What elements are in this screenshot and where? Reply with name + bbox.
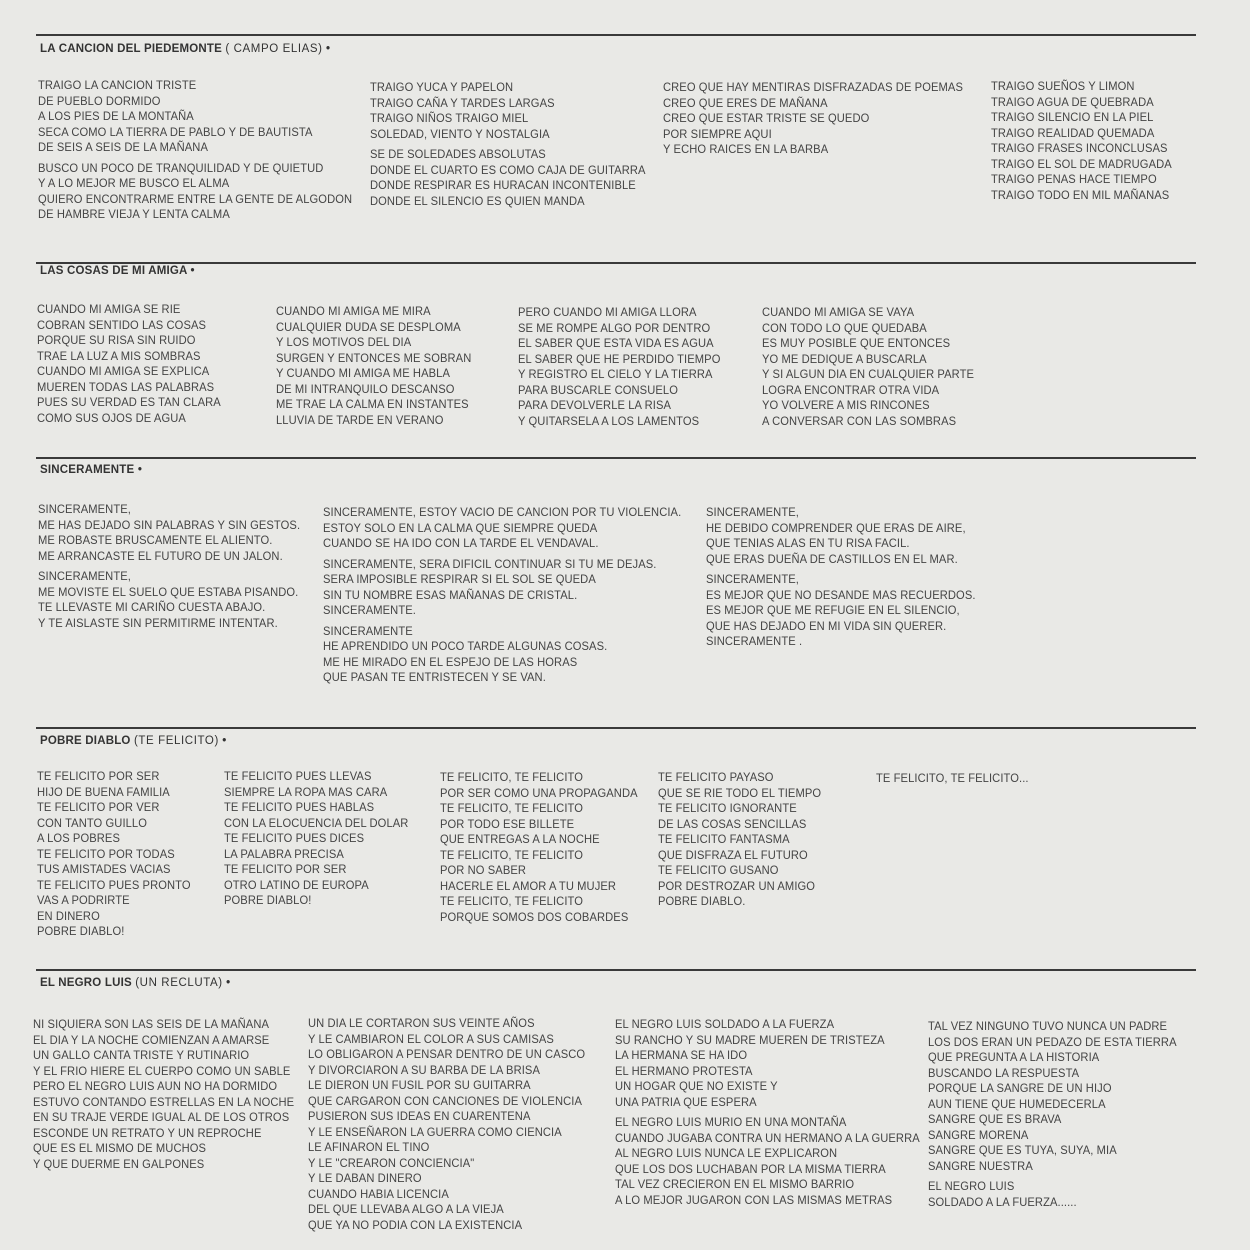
lyric-line: Y SI ALGUN DIA EN CUALQUIER PARTE	[762, 367, 975, 381]
lyric-line: CUANDO SE HA IDO CON LA TARDE EL VENDAVAL.	[323, 536, 599, 550]
lyric-line: DEL QUE LLEVABA ALGO A LA VIEJA	[308, 1202, 504, 1216]
stanza	[38, 161, 352, 223]
lyric-line: EN SU TRAJE VERDE IGUAL AL DE LOS OTROS	[33, 1110, 290, 1124]
lyric-line: Y CUANDO MI AMIGA ME HABLA	[276, 366, 450, 380]
stanza	[224, 769, 408, 909]
section-rule	[36, 727, 1196, 729]
lyric-line: TRAIGO PENAS HACE TIEMPO	[991, 172, 1157, 186]
lyric-line: TRAIGO REALIDAD QUEMADA	[991, 125, 1155, 140]
lyric-line: BUSCANDO LA RESPUESTA	[928, 1065, 1080, 1080]
lyric-line: TRAIGO AGUA DE QUEBRADA	[991, 94, 1154, 109]
lyrics-column	[762, 305, 974, 434]
lyric-line: MUEREN TODAS LAS PALABRAS	[37, 379, 215, 394]
stanza	[33, 1017, 294, 1172]
lyric-line: Y QUITARSELA A LOS LAMENTOS	[518, 413, 700, 428]
lyric-line: LA PALABRA PRECISA	[224, 846, 344, 861]
lyric-line: SINCERAMENTE, SERA DIFICIL CONTINUAR SI TU ME DEJAS.	[323, 556, 657, 571]
lyric-line: LLUVIA DE TARDE EN VERANO	[276, 412, 444, 427]
lyric-line: NI SIQUIERA SON LAS SEIS DE LA MAÑANA	[33, 1017, 270, 1031]
lyric-line: OTRO LATINO DE EUROPA	[224, 877, 369, 892]
section-rule	[36, 457, 1196, 459]
lyric-line: ESCONDE UN RETRATO Y UN REPROCHE	[33, 1125, 262, 1140]
lyric-line: QUE PREGUNTA A LA HISTORIA	[928, 1050, 1100, 1064]
stanza	[663, 80, 963, 158]
lyric-line: SE ME ROMPE ALGO POR DENTRO	[518, 320, 711, 335]
lyric-line: QUE ES EL MISMO DE MUCHOS	[33, 1141, 207, 1155]
stanza	[928, 1179, 1177, 1210]
lyric-line: POR DESTROZAR UN AMIGO	[658, 878, 816, 893]
lyrics-column	[308, 1016, 585, 1238]
lyric-line: EL NEGRO LUIS	[928, 1179, 1015, 1193]
stanza	[706, 505, 976, 567]
lyrics-column	[37, 769, 191, 945]
lyric-line: TRAIGO TODO EN MIL MAÑANAS	[991, 187, 1170, 202]
lyric-line: PORQUE SU RISA SIN RUIDO	[37, 333, 196, 347]
lyrics-column	[276, 304, 471, 433]
stanza	[658, 770, 821, 910]
lyric-line: VAS A PODRIRTE	[37, 893, 130, 907]
lyric-line: TE FELICITO POR SER	[37, 769, 160, 783]
lyrics-column	[33, 1017, 294, 1177]
lyric-line: UNA PATRIA QUE ESPERA	[615, 1094, 757, 1109]
lyric-line: TRAIGO SILENCIO EN LA PIEL	[991, 110, 1154, 124]
lyric-line: SINCERAMENTE .	[706, 634, 803, 648]
lyric-line: TE FELICITO, TE FELICITO	[440, 770, 584, 784]
lyric-line: TE FELICITO GUSANO	[658, 863, 779, 877]
lyric-line: Y REGISTRO EL CIELO Y LA TIERRA	[518, 367, 713, 381]
lyric-line: TAL VEZ NINGUNO TUVO NUNCA UN PADRE	[928, 1019, 1168, 1033]
lyric-line: SINCERAMENTE, ESTOY VACIO DE CANCION POR TU VIOLENCIA.	[323, 505, 682, 519]
lyric-line: CUANDO HABIA LICENCIA	[308, 1186, 449, 1201]
section-title: EL NEGRO LUIS (UN RECLUTA) •	[40, 977, 231, 989]
lyric-line: ESTOY SOLO EN LA CALMA QUE SIEMPRE QUEDA	[323, 520, 598, 535]
lyric-line: QUIERO ENCONTRARME ENTRE LA GENTE DE ALGODON	[38, 191, 353, 206]
stanza	[615, 1017, 920, 1110]
stanza	[370, 147, 646, 209]
lyric-line: POR SER COMO UNA PROPAGANDA	[440, 785, 638, 800]
stanza	[615, 1115, 920, 1208]
lyric-line: A LO MEJOR JUGARON CON LAS MISMAS METRAS	[615, 1192, 893, 1207]
lyric-line: AUN TIENE QUE HUMEDECERLA	[928, 1096, 1106, 1111]
lyric-line: Y TE AISLASTE SIN PERMITIRME INTENTAR.	[38, 615, 278, 630]
lyric-line: TRAIGO FRASES INCONCLUSAS	[991, 141, 1168, 155]
section-rule	[36, 969, 1196, 971]
lyric-line: A LOS POBRES	[37, 831, 121, 845]
lyric-line: DE LAS COSAS SENCILLAS	[658, 816, 807, 831]
lyric-line: A CONVERSAR CON LAS SOMBRAS	[762, 413, 957, 428]
lyric-line: TE FELICITO, TE FELICITO	[440, 847, 584, 862]
lyric-line: SIN TU NOMBRE ESAS MAÑANAS DE CRISTAL.	[323, 587, 578, 602]
lyric-line: QUE LOS DOS LUCHABAN POR LA MISMA TIERRA	[615, 1161, 886, 1176]
lyrics-column	[224, 769, 408, 914]
section-rule	[36, 34, 1196, 36]
lyric-line: TE FELICITO POR VER	[37, 800, 160, 814]
lyric-line: SINCERAMENTE,	[706, 505, 799, 519]
lyrics-column	[876, 771, 1029, 792]
lyric-line: TUS AMISTADES VACIAS	[37, 862, 171, 876]
lyric-line: SANGRE QUE ES TUYA, SUYA, MIA	[928, 1143, 1117, 1157]
lyric-line: SINCERAMENTE,	[706, 572, 799, 586]
lyric-line: ME ROBASTE BRUSCAMENTE EL ALIENTO.	[38, 533, 273, 547]
lyric-line: EL NEGRO LUIS MURIO EN UNA MONTAÑA	[615, 1115, 847, 1129]
lyric-line: TE FELICITO PUES DICES	[224, 831, 365, 845]
lyric-line: HE DEBIDO COMPRENDER QUE ERAS DE AIRE,	[706, 520, 966, 535]
lyric-line: CUANDO MI AMIGA SE VAYA	[762, 305, 915, 319]
lyric-line: PARA DEVOLVERLE LA RISA	[518, 398, 672, 412]
lyric-line: ME HE MIRADO EN EL ESPEJO DE LAS HORAS	[323, 654, 578, 669]
lyric-line: TRAIGO LA CANCION TRISTE	[38, 78, 197, 92]
lyric-line: YO VOLVERE A MIS RINCONES	[762, 398, 930, 412]
lyric-line: TE FELICITO PUES HABLAS	[224, 800, 375, 814]
lyrics-column	[663, 80, 963, 163]
lyric-line: TE LLEVASTE MI CARIÑO CUESTA ABAJO.	[38, 600, 266, 614]
lyric-line: PUES SU VERDAD ES TAN CLARA	[37, 395, 221, 409]
lyric-line: DONDE RESPIRAR ES HURACAN INCONTENIBLE	[370, 178, 636, 192]
lyric-line: CREO QUE ESTAR TRISTE SE QUEDO	[663, 111, 870, 125]
lyric-line: TAL VEZ CRECIERON EN EL MISMO BARRIO	[615, 1177, 855, 1191]
lyric-line: TE FELICITO, TE FELICITO	[440, 801, 584, 815]
stanza	[38, 502, 300, 564]
section-rule	[36, 262, 1196, 264]
lyrics-column	[38, 502, 300, 636]
lyric-line: SIEMPRE LA ROPA MAS CARA	[224, 784, 388, 799]
lyric-line: SINCERAMENTE,	[38, 502, 131, 516]
lyric-line: SINCERAMENTE.	[323, 603, 416, 617]
lyric-line: POBRE DIABLO.	[658, 894, 746, 908]
lyric-line: TE FELICITO POR SER	[224, 862, 347, 876]
lyric-line: UN DIA LE CORTARON SUS VEINTE AÑOS	[308, 1016, 535, 1030]
lyric-line: POBRE DIABLO!	[37, 924, 125, 938]
lyric-line: EN DINERO	[37, 908, 100, 923]
lyric-line: YO ME DEDIQUE A BUSCARLA	[762, 351, 927, 366]
lyric-line: SURGEN Y ENTONCES ME SOBRAN	[276, 350, 472, 365]
lyric-line: POR SIEMPRE AQUI	[663, 126, 772, 141]
lyric-line: BUSCO UN POCO DE TRANQUILIDAD Y DE QUIETUD	[38, 160, 324, 175]
stanza	[37, 302, 221, 426]
stanza	[323, 624, 681, 686]
lyric-line: UN GALLO CANTA TRISTE Y RUTINARIO	[33, 1048, 250, 1062]
lyric-line: HIJO DE BUENA FAMILIA	[37, 784, 170, 799]
lyric-line: PORQUE SOMOS DOS COBARDES	[440, 909, 629, 924]
lyrics-column	[658, 770, 821, 915]
lyric-line: QUE TENIAS ALAS EN TU RISA FACIL.	[706, 536, 910, 550]
lyric-line: CUANDO JUGABA CONTRA UN HERMANO A LA GUERRA	[615, 1130, 920, 1145]
lyric-line: QUE HAS DEJADO EN MI VIDA SIN QUERER.	[706, 618, 947, 633]
lyric-line: TE FELICITO, TE FELICITO...	[876, 771, 1029, 785]
lyric-line: SU RANCHO Y SU MADRE MUEREN DE TRISTEZA	[615, 1032, 885, 1047]
section-title: SINCERAMENTE •	[40, 464, 143, 476]
lyric-line: SOLDADO A LA FUERZA......	[928, 1194, 1077, 1209]
lyric-line: Y EL FRIO HIERE EL CUERPO COMO UN SABLE	[33, 1063, 291, 1078]
lyric-line: QUE SE RIE TODO EL TIEMPO	[658, 785, 822, 800]
lyric-line: LOS DOS ERAN UN PEDAZO DE ESTA TIERRA	[928, 1034, 1177, 1049]
stanza	[38, 78, 352, 156]
lyric-line: CUALQUIER DUDA SE DESPLOMA	[276, 319, 461, 334]
lyric-line: SINCERAMENTE,	[38, 569, 131, 583]
lyric-line: CUANDO MI AMIGA ME MIRA	[276, 304, 431, 318]
lyric-line: POR TODO ESE BILLETE	[440, 816, 575, 831]
lyric-line: Y LE ENSEÑARON LA GUERRA COMO CIENCIA	[308, 1124, 562, 1139]
lyric-line: TRAE LA LUZ A MIS SOMBRAS	[37, 348, 201, 363]
lyrics-column	[928, 1019, 1177, 1215]
lyric-line: CREO QUE ERES DE MAÑANA	[663, 95, 828, 110]
lyric-line: Y LE CAMBIARON EL COLOR A SUS CAMISAS	[308, 1031, 554, 1046]
stanza	[38, 569, 300, 631]
lyric-line: TE FELICITO FANTASMA	[658, 832, 790, 846]
lyrics-column	[38, 78, 352, 228]
section-title: LA CANCION DEL PIEDEMONTE ( CAMPO ELIAS) •	[40, 43, 331, 55]
lyric-line: TRAIGO EL SOL DE MADRUGADA	[991, 156, 1172, 171]
lyric-line: TE FELICITO PUES PRONTO	[37, 877, 191, 892]
lyric-line: Y LE DABAN DINERO	[308, 1171, 422, 1185]
lyric-line: SINCERAMENTE	[323, 623, 413, 638]
lyric-line: SECA COMO LA TIERRA DE PABLO Y DE BAUTISTA	[38, 124, 313, 139]
lyric-line: QUE ERAS DUEÑA DE CASTILLOS EN EL MAR.	[706, 551, 958, 566]
stanza	[37, 769, 191, 940]
lyrics-column	[706, 505, 976, 655]
lyric-line: HACERLE EL AMOR A TU MUJER	[440, 878, 617, 893]
lyric-line: ME MOVISTE EL SUELO QUE ESTABA PISANDO.	[38, 584, 299, 599]
lyrics-column	[370, 80, 646, 214]
stanza	[991, 79, 1172, 203]
lyric-line: ESTUVO CONTANDO ESTRELLAS EN LA NOCHE	[33, 1094, 295, 1109]
lyric-line: HE APRENDIDO UN POCO TARDE ALGUNAS COSAS.	[323, 639, 608, 653]
lyric-line: TE FELICITO PUES LLEVAS	[224, 769, 372, 783]
lyric-line: CREO QUE HAY MENTIRAS DISFRAZADAS DE POEMAS	[663, 80, 963, 94]
lyric-line: TRAIGO SUEÑOS Y LIMON	[991, 79, 1135, 93]
lyric-line: EL NEGRO LUIS SOLDADO A LA FUERZA	[615, 1017, 835, 1031]
lyric-line: TRAIGO CAÑA Y TARDES LARGAS	[370, 95, 555, 110]
stanza	[518, 305, 720, 429]
lyric-line: DONDE EL CUARTO ES COMO CAJA DE GUITARRA	[370, 162, 646, 177]
stanza	[876, 771, 1029, 787]
stanza	[370, 80, 646, 142]
lyric-line: LE DIERON UN FUSIL POR SU GUITARRA	[308, 1078, 531, 1092]
lyric-line: SOLEDAD, VIENTO Y NOSTALGIA	[370, 126, 550, 141]
stanza	[928, 1019, 1177, 1174]
lyrics-column	[518, 305, 720, 434]
lyrics-column	[37, 302, 221, 431]
lyric-line: Y QUE DUERME EN GALPONES	[33, 1156, 205, 1171]
lyric-line: DONDE EL SILENCIO ES QUIEN MANDA	[370, 193, 585, 208]
lyrics-column	[615, 1017, 920, 1213]
section-title: LAS COSAS DE MI AMIGA •	[40, 265, 195, 277]
lyric-line: Y A LO MEJOR ME BUSCO EL ALMA	[38, 176, 230, 190]
lyric-line: SE DE SOLEDADES ABSOLUTAS	[370, 147, 546, 161]
lyric-line: PARA BUSCARLE CONSUELO	[518, 382, 678, 397]
lyric-line: LO OBLIGARON A PENSAR DENTRO DE UN CASCO	[308, 1047, 586, 1061]
lyric-line: QUE PASAN TE ENTRISTECEN Y SE VAN.	[323, 670, 546, 684]
lyric-line: PUSIERON SUS IDEAS EN CUARENTENA	[308, 1109, 531, 1123]
lyric-line: A LOS PIES DE LA MONTAÑA	[38, 109, 194, 123]
lyric-line: LA HERMANA SE HA IDO	[615, 1048, 748, 1062]
lyric-line: PORQUE LA SANGRE DE UN HIJO	[928, 1081, 1112, 1095]
lyric-line: PERO EL NEGRO LUIS AUN NO HA DORMIDO	[33, 1079, 278, 1093]
lyric-line: SANGRE NUESTRA	[928, 1158, 1033, 1173]
lyric-line: DE HAMBRE VIEJA Y LENTA CALMA	[38, 207, 230, 221]
lyric-line: Y ECHO RAICES EN LA BARBA	[663, 142, 829, 156]
lyric-line: SERA IMPOSIBLE RESPIRAR SI EL SOL SE QUEDA	[323, 572, 596, 586]
lyric-line: CON LA ELOCUENCIA DEL DOLAR	[224, 815, 409, 830]
lyric-line: TE FELICITO, TE FELICITO	[440, 894, 584, 908]
lyric-line: Y LOS MOTIVOS DEL DIA	[276, 335, 412, 349]
lyric-line: EL SABER QUE ESTA VIDA ES AGUA	[518, 336, 714, 350]
lyric-line: CUANDO MI AMIGA SE EXPLICA	[37, 364, 210, 378]
lyric-line: ME TRAE LA CALMA EN INSTANTES	[276, 397, 469, 411]
lyric-line: COMO SUS OJOS DE AGUA	[37, 410, 186, 425]
lyric-line: TRAIGO YUCA Y PAPELON	[370, 80, 514, 94]
lyric-line: SANGRE MORENA	[928, 1127, 1029, 1142]
lyric-line: POR NO SABER	[440, 863, 527, 877]
lyric-line: DE SEIS A SEIS DE LA MAÑANA	[38, 140, 208, 154]
lyric-line: POBRE DIABLO!	[224, 893, 312, 907]
lyric-line: QUE ENTREGAS A LA NOCHE	[440, 832, 600, 846]
lyric-line: ME HAS DEJADO SIN PALABRAS Y SIN GESTOS.	[38, 517, 301, 532]
lyric-line: Y LE "CREARON CONCIENCIA"	[308, 1155, 475, 1170]
lyric-line: LE AFINARON EL TINO	[308, 1140, 430, 1154]
lyric-line: QUE DISFRAZA EL FUTURO	[658, 847, 808, 862]
stanza	[308, 1016, 585, 1233]
lyric-line: CON TANTO GUILLO	[37, 815, 148, 830]
lyric-line: UN HOGAR QUE NO EXISTE Y	[615, 1079, 778, 1093]
lyric-line: PERO CUANDO MI AMIGA LLORA	[518, 305, 697, 319]
lyric-line: EL SABER QUE HE PERDIDO TIEMPO	[518, 351, 721, 366]
lyrics-column	[323, 505, 681, 691]
lyric-line: ME ARRANCASTE EL FUTURO DE UN JALON.	[38, 548, 283, 563]
lyric-line: DE MI INTRANQUILO DESCANSO	[276, 381, 455, 396]
stanza	[440, 770, 638, 925]
lyric-line: TE FELICITO POR TODAS	[37, 846, 175, 861]
section-title: POBRE DIABLO (TE FELICITO) •	[40, 735, 227, 747]
lyric-line: TRAIGO NIÑOS TRAIGO MIEL	[370, 111, 529, 125]
lyrics-column	[991, 79, 1172, 208]
lyric-line: CON TODO LO QUE QUEDABA	[762, 320, 927, 335]
lyric-line: LOGRA ENCONTRAR OTRA VIDA	[762, 382, 940, 397]
stanza	[762, 305, 974, 429]
lyric-line: QUE CARGARON CON CANCIONES DE VIOLENCIA	[308, 1093, 583, 1108]
lyric-line: ES MEJOR QUE NO DESANDE MAS RECUERDOS.	[706, 587, 976, 602]
lyric-line: CUANDO MI AMIGA SE RIE	[37, 302, 181, 316]
stanza	[323, 557, 681, 619]
lyric-line: QUE YA NO PODIA CON LA EXISTENCIA	[308, 1217, 523, 1232]
lyric-line: Y DIVORCIARON A SU BARBA DE LA BRISA	[308, 1062, 541, 1077]
lyric-line: EL DIA Y LA NOCHE COMIENZAN A AMARSE	[33, 1032, 270, 1047]
stanza	[276, 304, 471, 428]
lyrics-column	[440, 770, 638, 930]
lyric-line: EL HERMANO PROTESTA	[615, 1063, 753, 1078]
lyric-line: COBRAN SENTIDO LAS COSAS	[37, 317, 207, 332]
lyric-line: ES MEJOR QUE ME REFUGIE EN EL SILENCIO,	[706, 603, 960, 617]
lyric-line: TE FELICITO PAYASO	[658, 770, 774, 784]
stanza	[323, 505, 681, 552]
lyric-line: TE FELICITO IGNORANTE	[658, 801, 797, 815]
lyric-line: DE PUEBLO DORMIDO	[38, 93, 161, 108]
lyric-line: AL NEGRO LUIS NUNCA LE EXPLICARON	[615, 1146, 838, 1160]
lyric-line: ES MUY POSIBLE QUE ENTONCES	[762, 336, 951, 350]
lyric-line: SANGRE QUE ES BRAVA	[928, 1112, 1062, 1126]
stanza	[706, 572, 976, 650]
